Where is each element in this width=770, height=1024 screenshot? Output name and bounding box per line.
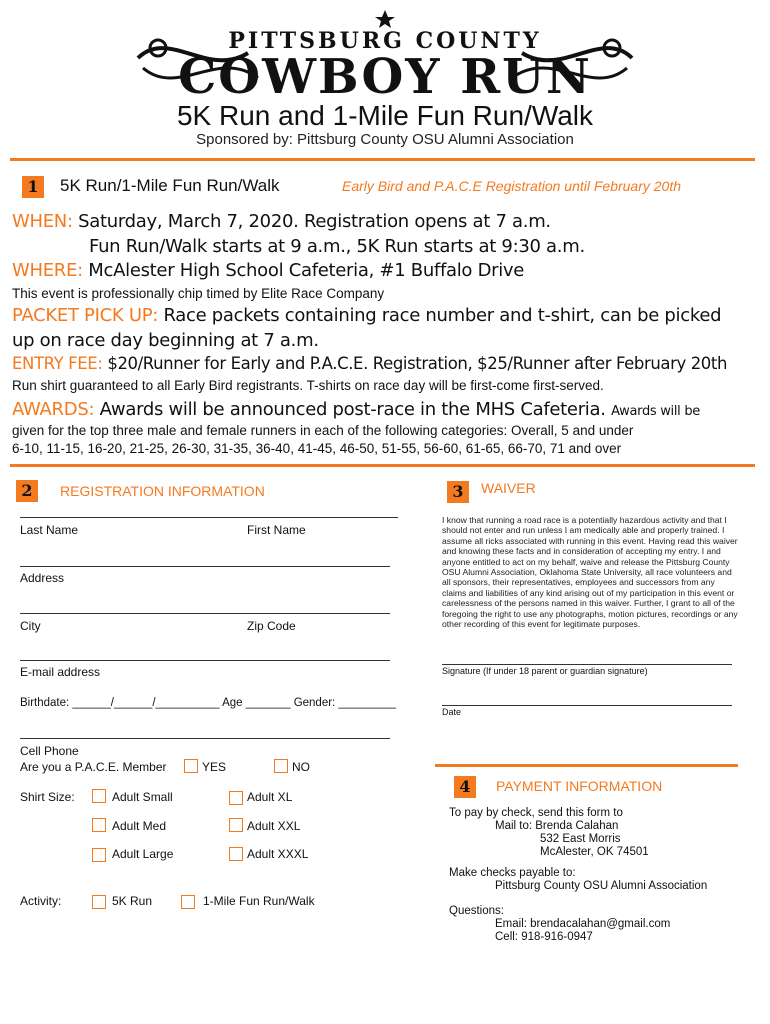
size-large-checkbox[interactable] bbox=[92, 848, 106, 862]
when-label: WHEN: bbox=[12, 211, 73, 232]
section3-number: 3 bbox=[447, 481, 469, 503]
chip-note: This event is professionally chip timed by Elite Race Company bbox=[12, 286, 385, 301]
section3-heading: WAIVER bbox=[481, 480, 536, 496]
first-name-label: First Name bbox=[247, 523, 306, 537]
cowboy-run-logo bbox=[128, 8, 642, 108]
signature-line[interactable] bbox=[442, 664, 732, 665]
when-text-2: Fun Run/Walk starts at 9 a.m., 5K Run starts at 9:30 a.m. bbox=[89, 236, 585, 257]
section2-heading: REGISTRATION INFORMATION bbox=[60, 483, 265, 499]
section2-number: 2 bbox=[16, 480, 38, 502]
size-xl-checkbox[interactable] bbox=[229, 791, 243, 805]
when-line bbox=[12, 211, 551, 232]
signature-label: Signature (If under 18 parent or guardian signature) bbox=[442, 666, 648, 676]
packet-line bbox=[12, 305, 721, 326]
size-large-label: Adult Large bbox=[112, 847, 174, 861]
mail-city: McAlester, OK 74501 bbox=[540, 846, 649, 858]
size-xxl-label: Adult XXL bbox=[247, 819, 301, 833]
zip-label: Zip Code bbox=[247, 619, 296, 633]
pace-yes-label: YES bbox=[202, 760, 227, 774]
activity-funrun-label: 1-Mile Fun Run/Walk bbox=[203, 894, 315, 908]
awards-text: Awards will be announced post-race in the MHS Cafeteria. bbox=[99, 399, 606, 420]
activity-5k-label: 5K Run bbox=[112, 894, 153, 908]
pace-label: Are you a P.A.C.E. Member bbox=[20, 760, 167, 774]
pace-no-checkbox[interactable] bbox=[274, 759, 288, 773]
activity-funrun-checkbox[interactable] bbox=[181, 895, 195, 909]
fee-line bbox=[12, 354, 727, 373]
mail-street: 532 East Morris bbox=[540, 833, 621, 845]
size-xxxl-label: Adult XXXL bbox=[247, 847, 309, 861]
packet-label: PACKET PICK UP: bbox=[12, 305, 159, 326]
section4-heading: PAYMENT INFORMATION bbox=[496, 778, 663, 794]
date-line[interactable] bbox=[442, 705, 732, 706]
size-med-checkbox[interactable] bbox=[92, 818, 106, 832]
birthdate-line[interactable]: Birthdate: ______/______/__________ Age _______ Gender: _________ bbox=[20, 697, 397, 709]
fee-text: $20/Runner for Early and P.A.C.E. Registration, $25/Runner after February 20th bbox=[107, 354, 728, 373]
waiver-text: I know that running a road race is a potentially hazardous activity and that I should not enter and run unless I am medically able and properly trained. I assume all ricks associated with running in this event. Having read this waiver and knowing these facts and in consideration of accepting my entry. I and anyone entitled to act on my behalf, waive and release the Pittsburg County OSU Alumni Association, Oklahoma State University, all race volunteers and all sponsors, their representatives, employees and successors from any claims and liabilities of any kind arising out of my participation in this event or carelessness of the persons named in this waiver. Further, I grant to all of the foregoing the right to use any photographs, motion pictures, recordings or any other recording of this event for legitimate purposes. bbox=[442, 515, 738, 630]
payable-label: Make checks payable to: bbox=[449, 867, 576, 879]
city-label: City bbox=[20, 619, 41, 633]
pace-yes-checkbox[interactable] bbox=[184, 759, 198, 773]
awards-line bbox=[12, 399, 700, 420]
activity-label: Activity: bbox=[20, 894, 62, 908]
divider-4 bbox=[435, 764, 738, 767]
awards-small: Awards will be bbox=[611, 404, 700, 419]
mail-to: Mail to: Brenda Calahan bbox=[495, 820, 619, 832]
size-xxl-checkbox[interactable] bbox=[229, 818, 243, 832]
section1-number: 1 bbox=[22, 176, 44, 198]
fee-label: ENTRY FEE: bbox=[12, 354, 103, 373]
packet-text: Race packets containing race number and t-shirt, can be picked bbox=[163, 305, 722, 326]
size-xxxl-checkbox[interactable] bbox=[229, 847, 243, 861]
early-bird-note: Early Bird and P.A.C.E Registration until February 20th bbox=[342, 178, 682, 194]
activity-5k-checkbox[interactable] bbox=[92, 895, 106, 909]
address-line[interactable] bbox=[20, 566, 390, 567]
pay-line: To pay by check, send this form to bbox=[449, 807, 623, 819]
logo-line1: PITTSBURG COUNTY bbox=[228, 28, 542, 54]
where-text: McAlester High School Cafeteria, #1 Buffalo Drive bbox=[88, 260, 525, 281]
city-line[interactable] bbox=[20, 613, 390, 614]
divider-2 bbox=[10, 464, 755, 467]
where-label: WHERE: bbox=[12, 260, 83, 281]
section1-heading: 5K Run/1-Mile Fun Run/Walk bbox=[60, 176, 280, 195]
page-title: 5K Run and 1-Mile Fun Run/Walk bbox=[176, 100, 594, 131]
address-label: Address bbox=[20, 571, 65, 585]
section4-number: 4 bbox=[454, 776, 476, 798]
size-med-label: Adult Med bbox=[112, 819, 167, 833]
awards-line-2: given for the top three male and female runners in each of the following categories: Overall, 5 and under bbox=[12, 423, 634, 438]
cell-label: Cell Phone bbox=[20, 744, 79, 758]
date-label: Date bbox=[442, 707, 462, 717]
questions-label: Questions: bbox=[449, 905, 504, 917]
email-line[interactable] bbox=[20, 660, 390, 661]
name-line[interactable] bbox=[20, 517, 398, 518]
shirt-note: Run shirt guaranteed to all Early Bird registrants. T-shirts on race day will be first-come first-served. bbox=[12, 378, 604, 393]
email-label: E-mail address bbox=[20, 665, 101, 679]
pace-no-label: NO bbox=[292, 760, 310, 774]
divider-1 bbox=[10, 158, 755, 161]
sponsor-line: Sponsored by: Pittsburg County OSU Alumni Association bbox=[196, 131, 574, 148]
size-small-label: Adult Small bbox=[112, 790, 173, 804]
size-xl-label: Adult XL bbox=[247, 790, 293, 804]
contact-email[interactable]: Email: brendacalahan@gmail.com bbox=[495, 918, 671, 930]
awards-line-3: 6-10, 11-15, 16-20, 21-25, 26-30, 31-35, 36-40, 41-45, 46-50, 51-55, 56-60, 61-65, 66-70, 71 and over bbox=[12, 441, 622, 456]
logo-line2: COWBOY RUN bbox=[178, 49, 592, 105]
when-text: Saturday, March 7, 2020. Registration opens at 7 a.m. bbox=[78, 211, 551, 232]
last-name-label: Last Name bbox=[20, 523, 79, 537]
packet-text-2: up on race day beginning at 7 a.m. bbox=[12, 330, 319, 351]
contact-cell: Cell: 918-916-0947 bbox=[495, 931, 593, 943]
shirt-size-label: Shirt Size: bbox=[20, 790, 75, 804]
where-line bbox=[12, 260, 524, 281]
cell-line[interactable] bbox=[20, 738, 390, 739]
payee: Pittsburg County OSU Alumni Association bbox=[495, 880, 708, 892]
size-small-checkbox[interactable] bbox=[92, 789, 106, 803]
awards-label: AWARDS: bbox=[12, 399, 95, 420]
